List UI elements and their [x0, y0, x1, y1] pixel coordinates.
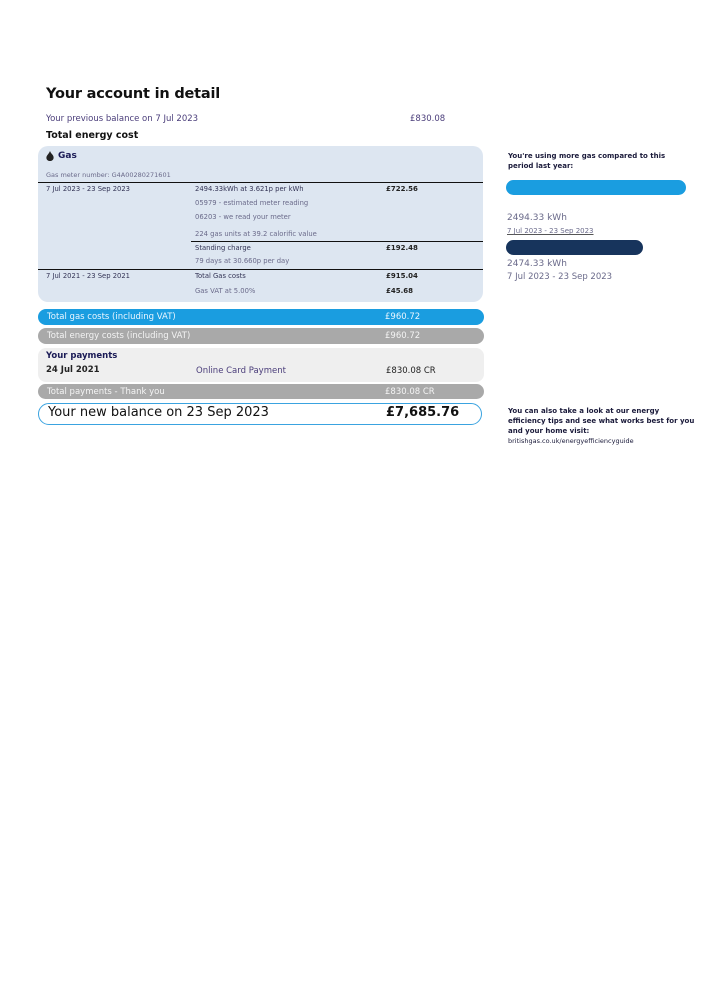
total-gas-incl-vat-label: Total gas costs (including VAT) — [47, 312, 176, 322]
total-payments-amount: £830.08 CR — [385, 386, 435, 397]
usage-amount: £722.56 — [386, 185, 418, 193]
total-gas-costs-amount: £915.04 — [386, 272, 418, 280]
standing-charge-amount: £192.48 — [386, 244, 418, 252]
gas-vat-amount: £45.68 — [386, 287, 414, 295]
gas-flame-icon — [46, 151, 54, 161]
payment-amount: £830.08 CR — [386, 366, 436, 376]
previous-usage-period: 7 Jul 2023 - 23 Sep 2023 — [507, 272, 613, 282]
period-1-dates: 7 Jul 2023 - 23 Sep 2023 — [46, 185, 130, 193]
total-gas-costs-bar — [38, 309, 484, 325]
total-payments-label: Total payments - Thank you — [47, 386, 165, 397]
comparison-heading: You're using more gas compared to this period last year: — [508, 152, 666, 170]
divider — [38, 182, 483, 183]
efficiency-tip — [508, 406, 698, 446]
payments-heading: Your payments — [46, 351, 118, 361]
current-usage-bar — [506, 180, 686, 195]
previous-usage-bar — [506, 240, 643, 255]
divider — [191, 241, 483, 242]
previous-balance-amount: £830.08 — [410, 114, 446, 124]
previous-balance-label: Your previous balance on 7 Jul 2023 — [46, 114, 199, 124]
page-title: Your account in detail — [46, 86, 221, 102]
payment-method: Online Card Payment — [196, 366, 286, 376]
current-usage-period: 7 Jul 2023 - 23 Sep 2023 — [507, 227, 594, 235]
total-energy-cost-heading: Total energy cost — [46, 130, 139, 141]
total-energy-incl-vat-amount: £960.72 — [385, 331, 421, 341]
new-balance-amount: £7,685.76 — [386, 405, 460, 420]
current-usage-kwh: 2494.33 kWh — [507, 213, 567, 223]
payment-date: 24 Jul 2021 — [46, 365, 100, 375]
total-payments-bar — [38, 384, 484, 399]
gas-vat-label: Gas VAT at 5.00% — [195, 287, 256, 295]
gas-section-header — [46, 151, 77, 161]
divider — [38, 269, 483, 270]
total-gas-costs-label: Total Gas costs — [195, 272, 246, 280]
total-energy-costs-bar — [38, 328, 484, 344]
estimated-reading: 05979 - estimated meter reading — [195, 199, 309, 207]
gas-units-line: 224 gas units at 39.2 calorific value — [195, 230, 317, 238]
total-gas-incl-vat-amount: £960.72 — [385, 312, 421, 322]
gas-meter-number: Gas meter number: G4A00280271601 — [46, 171, 171, 179]
previous-usage-kwh: 2474.33 kWh — [507, 259, 567, 269]
standing-charge-detail: 79 days at 30.660p per day — [195, 257, 290, 265]
period-2-dates: 7 Jul 2021 - 23 Sep 2021 — [46, 272, 130, 280]
actual-reading: 06203 - we read your meter — [195, 213, 291, 221]
usage-line: 2494.33kWh at 3.621p per kWh — [195, 185, 304, 193]
efficiency-text: You can also take a look at our energy efficiency tips and see what works best for you and your home visit: — [508, 407, 695, 435]
gas-section-label: Gas — [58, 151, 77, 161]
efficiency-link[interactable]: britishgas.co.uk/energyefficiencyguide — [508, 437, 634, 445]
total-energy-incl-vat-label: Total energy costs (including VAT) — [47, 331, 191, 341]
new-balance-label: Your new balance on 23 Sep 2023 — [48, 405, 269, 420]
standing-charge-label: Standing charge — [195, 244, 251, 252]
